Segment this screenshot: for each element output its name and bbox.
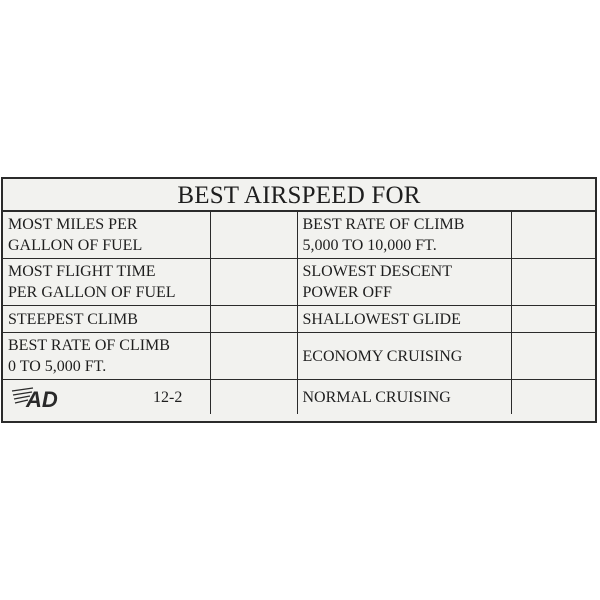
table-row: [3, 259, 595, 306]
brand-cell: [3, 380, 210, 415]
airspeed-table: [3, 212, 595, 414]
label-shallowest-glide: SHALLOWEST GLIDE: [297, 306, 511, 333]
placard-code: 12-2: [153, 389, 183, 406]
ad-logo: [11, 385, 69, 411]
label-economy-cruising: ECONOMY CRUISING: [297, 333, 511, 380]
table-row: [3, 333, 595, 380]
value-cell-economy-cruising[interactable]: [511, 333, 595, 380]
value-cell-most-flight-time[interactable]: [210, 259, 297, 306]
value-cell-slowest-descent[interactable]: [511, 259, 595, 306]
value-cell-best-rate-climb-high[interactable]: [511, 212, 595, 259]
value-cell-normal-cruising[interactable]: [511, 380, 595, 415]
blank-cell: [210, 380, 297, 415]
value-cell-shallowest-glide[interactable]: [511, 306, 595, 333]
logo-text: AD: [26, 387, 58, 411]
label-most-flight-time: MOST FLIGHT TIME PER GALLON OF FUEL: [3, 259, 210, 306]
label-most-miles-per-gallon: MOST MILES PER GALLON OF FUEL: [3, 212, 210, 259]
airspeed-placard: [1, 177, 597, 423]
table-row: [3, 380, 595, 415]
table-row: [3, 306, 595, 333]
label-steepest-climb: STEEPEST CLIMB: [3, 306, 210, 333]
label-slowest-descent: SLOWEST DESCENT POWER OFF: [297, 259, 511, 306]
value-cell-best-rate-climb-low[interactable]: [210, 333, 297, 380]
placard-title: BEST AIRSPEED FOR: [3, 179, 595, 212]
value-cell-most-miles-per-gallon[interactable]: [210, 212, 297, 259]
label-best-rate-climb-low: BEST RATE OF CLIMB 0 TO 5,000 FT.: [3, 333, 210, 380]
label-normal-cruising: NORMAL CRUISING: [297, 380, 511, 415]
table-row: [3, 212, 595, 259]
value-cell-steepest-climb[interactable]: [210, 306, 297, 333]
label-best-rate-climb-high: BEST RATE OF CLIMB 5,000 TO 10,000 FT.: [297, 212, 511, 259]
